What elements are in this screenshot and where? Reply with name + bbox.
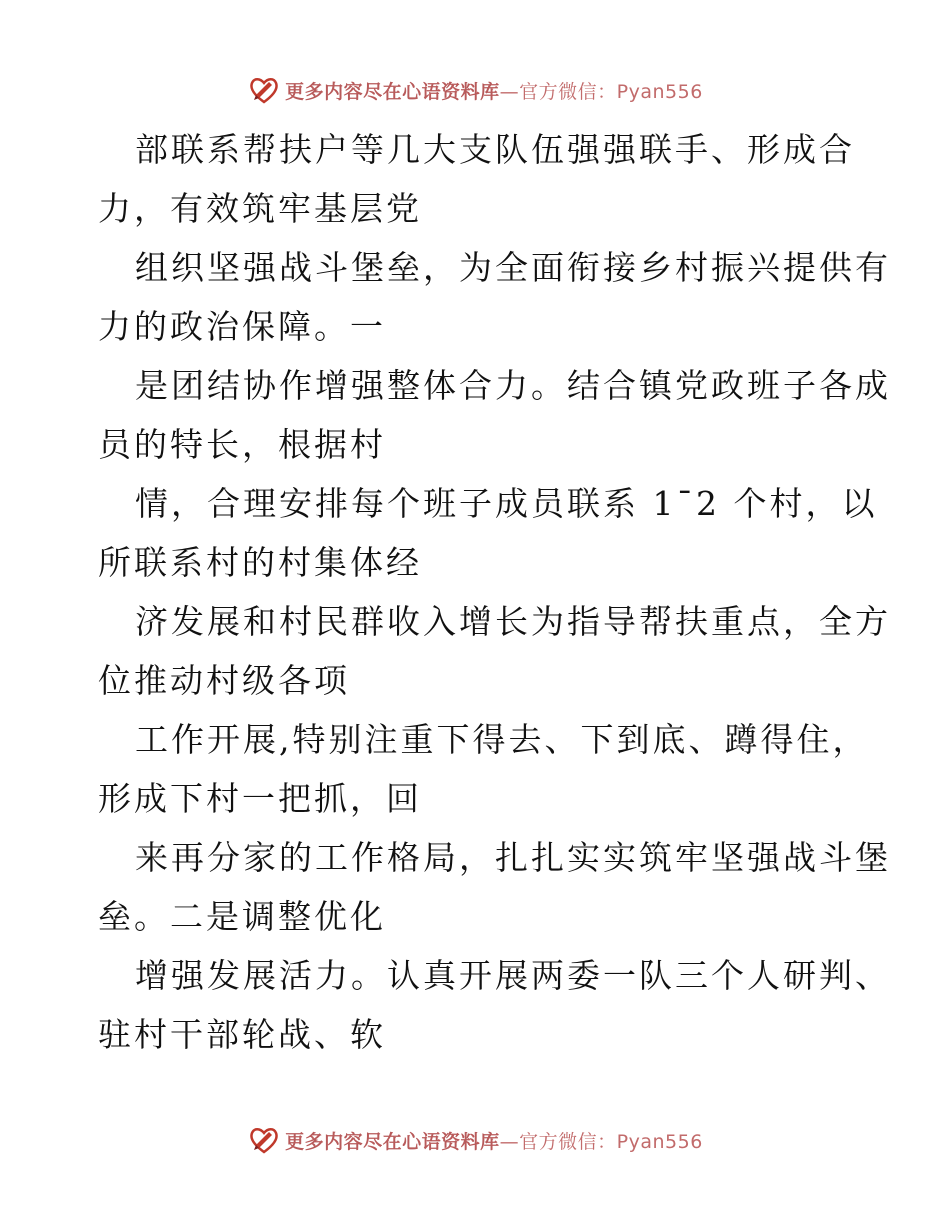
text-line: 力的政治保障。一: [98, 307, 386, 346]
footer-watermark: [0, 1120, 950, 1160]
text-line: 所联系村的村集体经: [98, 543, 422, 582]
paragraph-1: [98, 120, 891, 1064]
text-line: 员的特长，根据村: [98, 425, 386, 464]
text-line: 位推动村级各项: [98, 661, 350, 700]
document-body: [98, 120, 891, 1064]
text-line: 力，有效筑牢基层党: [98, 189, 422, 228]
text-line: 组织坚强战斗堡垒，为全面衔接乡村振兴提供有: [135, 248, 891, 287]
watermark-text: 更多内容尽在心语资料库—官方微信：Pyan556: [285, 80, 703, 103]
text-line: 济发展和村民群收入增长为指导帮扶重点，全方: [135, 602, 891, 641]
text-line: 来再分家的工作格局，扎扎实实筑牢坚强战斗堡: [135, 838, 891, 877]
text-line: 驻村干部轮战、软: [98, 1015, 386, 1054]
text-line: 情，合理安排每个班子成员联系 1¯2 个村，以: [135, 484, 878, 523]
heart-pen-logo-icon: [247, 73, 281, 107]
text-line: 增强发展活力。认真开展两委一队三个人研判、: [135, 956, 891, 995]
text-line: 工作开展,特别注重下得去、下到底、蹲得住，: [135, 720, 869, 759]
text-line: 部联系帮扶户等几大支队伍强强联手、形成合: [135, 130, 855, 169]
header-watermark: [0, 70, 950, 110]
text-line: 垒。二是调整优化: [98, 897, 386, 936]
text-line: 形成下村一把抓，回: [98, 779, 422, 818]
text-line: 是团结协作增强整体合力。结合镇党政班子各成: [135, 366, 891, 405]
watermark-text: 更多内容尽在心语资料库—官方微信：Pyan556: [285, 1130, 703, 1153]
heart-pen-logo-icon: [247, 1123, 281, 1157]
